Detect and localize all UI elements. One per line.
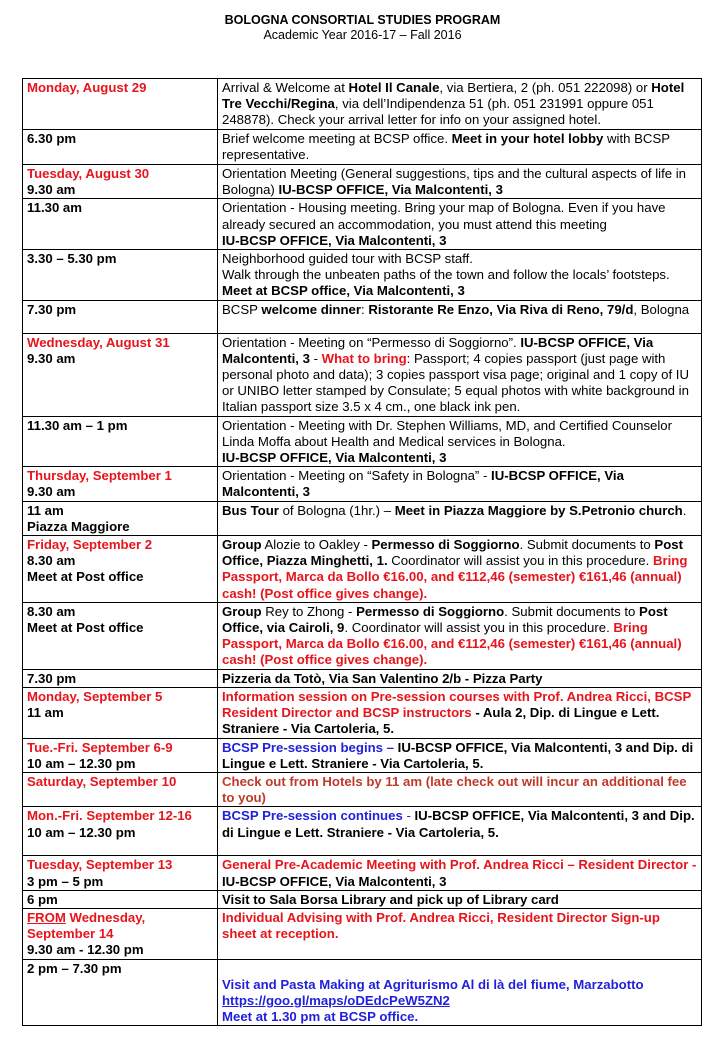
schedule-date-time (23, 165, 218, 199)
left-segment: 10 am – 12.30 pm (27, 824, 136, 840)
right-segment: IU-BCSP OFFICE, Via Malcontenti, 3 (222, 232, 447, 248)
left-segment: 11 am (27, 705, 64, 721)
schedule-row (23, 856, 702, 890)
right-segment: IU-BCSP OFFICE, Via Malcontenti, 3 (222, 873, 447, 889)
schedule-date-time (23, 807, 218, 856)
right-segment: Check out from Hotels by 11 am (late check out will incur an additional fee to you) (222, 773, 687, 806)
schedule-description (218, 467, 702, 501)
right-segment: Group (222, 603, 262, 619)
right-segment: Alozie to Oakley - (261, 537, 372, 553)
right-segment: Brief welcome meeting at BCSP office. (222, 131, 452, 146)
right-segment: - Aula 2, Dip. di Lingue e Lett. Straniere - Via Cartoleria, 5. (222, 705, 660, 737)
schedule-date-time (23, 602, 218, 669)
schedule-row (23, 908, 702, 959)
right-segment: Permesso di Soggiorno (356, 603, 505, 619)
schedule-description (218, 501, 702, 535)
right-segment: IU-BCSP OFFICE, Via Malcontenti, 3 (222, 334, 654, 366)
schedule-row (23, 79, 702, 130)
right-segment: Orientation - Meeting on “Safety in Bologna” - (222, 468, 492, 484)
schedule-row (23, 772, 702, 806)
schedule-date-time (23, 199, 218, 250)
schedule-date-time (23, 501, 218, 535)
right-segment: General Pre-Academic Meeting with Prof. Andrea Ricci – Resident Director - (222, 857, 697, 873)
right-segment: Permesso di Soggiorno (371, 537, 520, 553)
left-segment: 11 am (27, 502, 64, 518)
schedule-date-time (23, 908, 218, 959)
schedule-description (218, 250, 702, 301)
left-segment: 11.30 am (27, 200, 82, 216)
right-segment: Meet in your hotel lobby (451, 131, 604, 146)
right-segment: of Bologna (1hr.) – (278, 502, 395, 518)
right-segment: Orientation - Meeting on “Permesso di Soggiorno”. (222, 334, 521, 350)
left-segment: 9.30 am (27, 350, 76, 366)
schedule-row (23, 669, 702, 687)
schedule-date-time (23, 130, 218, 165)
left-segment: Mon.-Fri. September 12-16 (27, 808, 192, 824)
schedule-description (218, 669, 702, 687)
schedule-body (23, 79, 702, 1026)
left-segment: 9.30 am (27, 182, 76, 198)
right-segment: Post Office, via Cairoli, 9 (222, 603, 668, 636)
right-segment: . Coordinator will assist you in this procedure. (344, 620, 614, 636)
academic-year-subtitle: Academic Year 2016-17 – Fall 2016 (263, 28, 462, 42)
schedule-date-time (23, 250, 218, 301)
schedule-table (22, 78, 702, 1026)
schedule-date-time (23, 467, 218, 501)
left-segment: 7.30 pm (27, 670, 77, 686)
right-segment: : (361, 301, 369, 317)
left-segment: 8.30 am (27, 603, 76, 619)
schedule-row (23, 807, 702, 856)
left-segment: 8.30 am (27, 553, 76, 569)
right-segment: Bring Passport, Marca da Bollo €16.00, and €112,46 (semester) €161,46 (annual) cash! (Post office gives change). (222, 553, 688, 601)
left-segment: Friday, September 2 (27, 537, 153, 553)
right-segment: – (383, 739, 398, 755)
right-segment: , Bologna (633, 301, 690, 317)
schedule-description (218, 333, 702, 416)
schedule-description (218, 908, 702, 959)
right-segment: Hotel Tre Vecchi/Regina (222, 80, 685, 112)
left-segment: Tuesday, September 13 (27, 857, 173, 873)
left-segment: 9.30 am (27, 484, 76, 500)
schedule-row (23, 890, 702, 908)
schedule-row (23, 416, 702, 467)
schedule-row (23, 165, 702, 199)
left-segment: 11.30 am – 1 pm (27, 417, 128, 433)
right-segment: Visit to Sala Borsa Library and pick up of Library card (222, 891, 559, 907)
left-segment: Monday, August 29 (27, 80, 147, 95)
left-segment: 9.30 am - 12.30 pm (27, 942, 144, 958)
right-segment: IU-BCSP OFFICE, Via Malcontenti, 3 (278, 182, 503, 198)
left-segment: Saturday, September 10 (27, 773, 177, 789)
right-segment: Meet at BCSP office, Via Malcontenti, 3 (222, 283, 465, 299)
left-segment: 6.30 pm (27, 131, 77, 146)
schedule-description (218, 199, 702, 250)
right-segment: Orientation - Meeting with Dr. Stephen Williams, MD, and Certified Counselor Linda Moffa about Health and Medical services in Bologna. (222, 417, 673, 449)
left-segment: 2 pm – 7.30 pm (27, 960, 122, 976)
left-segment: Thursday, September 1 (27, 468, 172, 484)
schedule-date-time (23, 890, 218, 908)
right-segment: Group (222, 537, 262, 553)
right-segment: Hotel Il Canale (348, 80, 440, 95)
schedule-date-time (23, 856, 218, 890)
right-segment: Individual Advising with Prof. Andrea Ricci, Resident Director Sign-up sheet at reception. (222, 909, 660, 942)
schedule-date-time (23, 536, 218, 603)
right-segment: Meet at 1.30 pm at BCSP office. (222, 1009, 419, 1025)
right-segment[interactable]: https://goo.gl/maps/oDEdcPeW5ZN2 (222, 992, 450, 1008)
right-segment: BCSP Pre-session begins (222, 739, 383, 755)
schedule-description (218, 959, 702, 1026)
left-segment: Wednesday, August 31 (27, 334, 170, 350)
right-segment: Information session on Pre-session courses with Prof. Andrea Ricci, BCSP Resident Director and BCSP instructors (222, 688, 692, 721)
left-segment: Meet at Post office (27, 620, 144, 636)
left-segment: Wednesday, September 14 (27, 909, 146, 942)
schedule-description (218, 687, 702, 738)
right-segment: Bring Passport, Marca da Bollo €16.00, and €112,46 (semester) €161,46 (annual) cash! (Post office gives change). (222, 620, 682, 668)
right-segment: What to bring (321, 350, 407, 366)
right-segment: Arrival & Welcome at (222, 80, 349, 95)
schedule-description (218, 602, 702, 669)
schedule-date-time (23, 772, 218, 806)
document-header (0, 13, 725, 43)
right-segment: IU-BCSP OFFICE, Via Malcontenti, 3 (222, 468, 624, 500)
right-segment: IU-BCSP OFFICE, Via Malcontenti, 3 and Dip. di Lingue e Lett. Straniere - Via Cartoleria, 5. (222, 739, 694, 771)
schedule-row (23, 536, 702, 603)
right-segment: Coordinator will assist you in this procedure. (387, 553, 653, 569)
right-segment: , via dell’Indipendenza 51 (ph. 051 231991 oppure 051 248878). Check your arrival letter for info on your assigned hotel. (222, 96, 654, 128)
schedule-description (218, 890, 702, 908)
schedule-description (218, 772, 702, 806)
right-segment: , via Bertiera, 2 (ph. 051 222098) or (439, 80, 652, 95)
left-segment: 6 pm (27, 891, 58, 907)
left-segment: Piazza Maggiore (27, 518, 130, 534)
right-segment: Neighborhood guided tour with BCSP staff. (222, 251, 473, 267)
right-segment: Pizzeria da Totò, Via San Valentino 2/b - Pizza Party (222, 670, 543, 686)
schedule-date-time (23, 300, 218, 333)
left-segment: Monday, September 5 (27, 688, 163, 704)
right-segment: Ristorante Re Enzo, Via Riva di Reno, 79/d (368, 301, 634, 317)
right-segment: BCSP (222, 301, 262, 317)
schedule-date-time (23, 416, 218, 467)
right-segment: BCSP Pre-session continues (222, 808, 403, 824)
right-segment: IU-BCSP OFFICE, Via Malcontenti, 3 and Dip. di Lingue e Lett. Straniere - Via Cartoleria, 5. (222, 808, 695, 840)
schedule-row (23, 738, 702, 772)
schedule-row (23, 300, 702, 333)
left-segment: Tue.-Fri. September 6-9 (27, 739, 173, 755)
schedule-description (218, 130, 702, 165)
left-segment: 3 pm – 5 pm (27, 873, 104, 889)
schedule-date-time (23, 669, 218, 687)
schedule-row (23, 199, 702, 250)
schedule-description (218, 79, 702, 130)
right-segment: . Submit documents to (519, 537, 655, 553)
schedule-row (23, 501, 702, 535)
right-segment: Meet in Piazza Maggiore by S.Petronio church (394, 502, 683, 518)
schedule-date-time (23, 687, 218, 738)
schedule-description (218, 856, 702, 890)
left-segment: Meet at Post office (27, 569, 144, 585)
right-segment: Orientation Meeting (General suggestions, tips and the cultural aspects of life in Bologna) (222, 166, 687, 198)
program-title: BOLOGNA CONSORTIAL STUDIES PROGRAM (224, 13, 501, 27)
schedule-description (218, 165, 702, 199)
schedule-description (218, 807, 702, 856)
schedule-date-time (23, 79, 218, 130)
right-segment: Rey to Zhong - (261, 603, 357, 619)
right-segment: . (682, 502, 687, 518)
left-segment: 10 am – 12.30 pm (27, 755, 136, 771)
schedule-description (218, 300, 702, 333)
schedule-date-time (23, 959, 218, 1026)
right-segment: with BCSP representative. (222, 131, 670, 163)
schedule-row (23, 250, 702, 301)
right-segment: Orientation - Housing meeting. Bring your map of Bologna. Even if you have already secured an accommodation, you must attend this meeting (222, 200, 666, 232)
schedule-date-time (23, 738, 218, 772)
right-segment: IU-BCSP OFFICE, Via Malcontenti, 3 (222, 450, 447, 466)
right-segment: Visit and Pasta Making at Agriturismo Al di là del fiume, Marzabotto (222, 976, 644, 992)
right-segment: - (402, 808, 415, 824)
right-segment: : Passport; 4 copies passport (just page with personal photo and data); 3 copies passport visa page; original and 1 copy of IU or UNIBO letter stamped by Consulate; 5 equal photos with white background in Italian passport size 3.5 x 4 cm., one black ink pen. (222, 350, 689, 415)
right-segment: . Submit documents to (504, 603, 640, 619)
schedule-date-time (23, 333, 218, 416)
left-segment: 3.30 – 5.30 pm (27, 251, 117, 267)
left-segment: 7.30 pm (27, 301, 77, 317)
schedule-row (23, 467, 702, 501)
schedule-description (218, 738, 702, 772)
right-segment: Bus Tour (222, 502, 279, 518)
right-segment: welcome dinner (261, 301, 362, 317)
schedule-row (23, 130, 702, 165)
schedule-row (23, 959, 702, 1026)
left-segment: FROM (27, 909, 66, 925)
left-segment: Tuesday, August 30 (27, 166, 150, 181)
right-segment: Walk through the unbeaten paths of the town and follow the locals’ footsteps. (222, 267, 670, 283)
schedule-row (23, 602, 702, 669)
schedule-row (23, 687, 702, 738)
right-segment: - (309, 350, 322, 366)
schedule-description (218, 416, 702, 467)
right-segment: Post Office, Piazza Minghetti, 1. (222, 537, 683, 569)
schedule-row (23, 333, 702, 416)
schedule-description (218, 536, 702, 603)
